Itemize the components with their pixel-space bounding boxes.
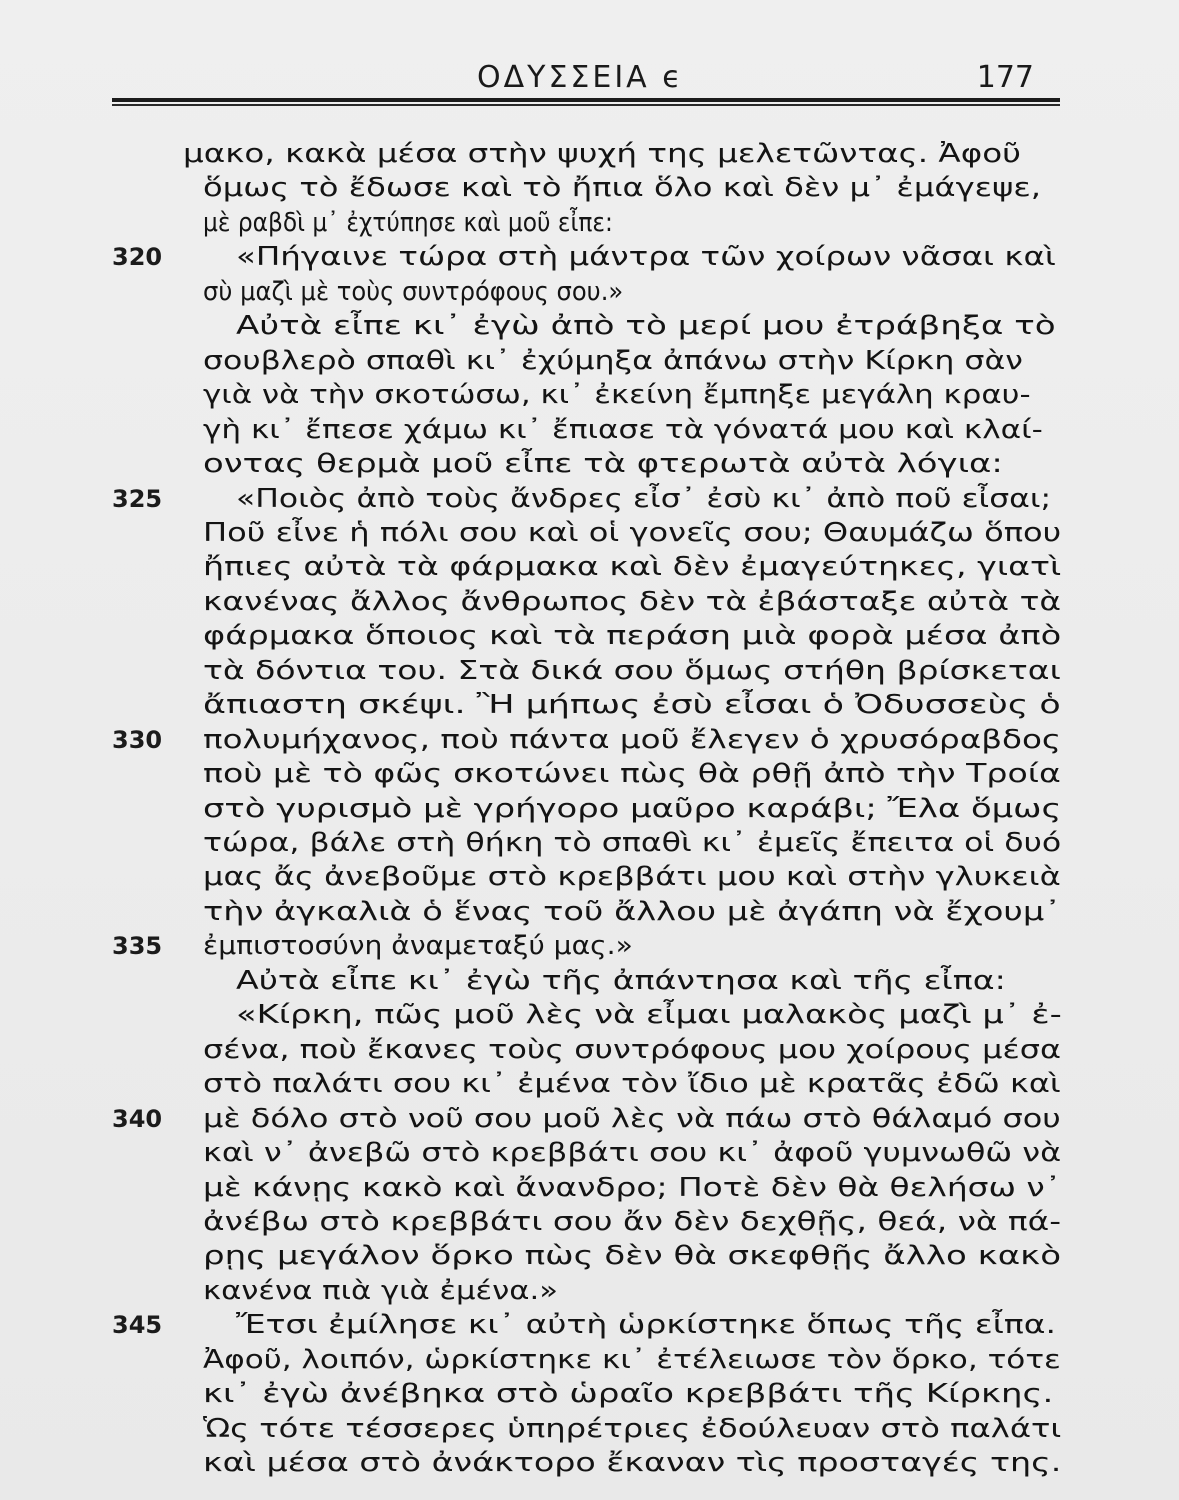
text-line <box>203 1274 559 1308</box>
text-line <box>236 240 1056 274</box>
verse-line-number: 345 <box>112 1311 163 1339</box>
text-line-content: «Πήγαινε τώρα στὴ μάντρα τῶν χοίρων νᾶσαι καὶ <box>236 242 1056 272</box>
text-line-content: γιὰ νὰ τὴν σκοτώσω, κι᾽ ἐκείνη ἔμπηξε μεγάλη κραυ- <box>203 380 1031 410</box>
verse-line-number: 320 <box>112 243 163 271</box>
text-line-content: κανένα πιὰ γιὰ ἐμένα.» <box>203 1276 559 1306</box>
text-line-content: μὲ ραβδὶ μ᾽ ἐχτύπησε καὶ μοῦ εἶπε: <box>203 208 613 238</box>
text-line <box>203 550 1062 584</box>
text-line-content: ρῃς μεγάλον ὅρκο πὼς δὲν θὰ σκεφθῇς ἄλλο κακὸ <box>203 1241 1062 1271</box>
text-line-content: «Κίρκη, πῶς μοῦ λὲς νὰ εἶμαι μαλακὸς μαζὶ μ᾽ ἐ- <box>236 1000 1062 1030</box>
text-line-content: τὰ δόντια του. Στὰ δικά σου ὅμως στήθη βρίσκεται <box>203 656 1061 686</box>
text-line-content: Ὡς τότε τέσσερες ὑπηρέτριες ἐδούλευαν στὸ παλάτι <box>203 1414 1062 1444</box>
text-line <box>203 619 1062 653</box>
text-line <box>203 516 1062 550</box>
text-line <box>203 413 1043 447</box>
text-line-content: μακο, κακὰ μέσα στὴν ψυχή της μελετῶντας. Ἀφοῦ <box>183 139 1022 169</box>
text-line <box>203 206 651 240</box>
text-line-content: μὲ κάνῃς κακὸ καὶ ἄνανδρο; Ποτὲ δὲν θὰ θελήσω ν᾽ <box>203 1173 1062 1203</box>
text-line <box>203 757 1061 791</box>
text-line <box>203 1377 1054 1411</box>
text-line-content: ἤπιες αὐτὰ τὰ φάρμακα καὶ δὲν ἐμαγεύτηκες, γιατὶ <box>203 552 1062 582</box>
text-line-content: τώρα, βάλε στὴ θήκη τὸ σπαθὶ κι᾽ ἐμεῖς ἔπειτα οἱ δυό <box>203 828 1062 858</box>
page-number: 177 <box>976 60 1034 95</box>
verse-line-number: 335 <box>112 932 163 960</box>
text-line <box>203 654 1061 688</box>
text-line-content: «Ποιὸς ἀπὸ τοὺς ἄνδρες εἶσ᾽ ἐσὺ κι᾽ ἀπὸ ποῦ εἶσαι; <box>236 484 1052 514</box>
text-line <box>203 688 1061 722</box>
header-rule-thin <box>112 104 1060 106</box>
text-line-content: πολυμήχανος, ποὺ πάντα μοῦ ἔλεγεν ὁ χρυσόραβδος <box>203 725 1062 755</box>
text-line <box>203 723 1062 757</box>
text-line-content: ἄπιαστη σκέψι. Ἢ μήπως ἐσὺ εἶσαι ὁ Ὀδυσσεὺς ὁ <box>203 690 1061 720</box>
text-line <box>183 137 1022 171</box>
text-line <box>203 585 1062 619</box>
text-line-content: σὺ μαζὶ μὲ τοὺς συντρόφους σου.» <box>203 277 624 307</box>
text-line-content: στὸ γυρισμὸ μὲ γρήγορο μαῦρο καράβι; Ἔλα ὅμως <box>203 794 1062 824</box>
text-line-content: γὴ κι᾽ ἔπεσε χάμω κι᾽ ἔπιασε τὰ γόνατά μου καὶ κλαί- <box>203 415 1043 445</box>
text-line <box>203 929 633 963</box>
text-line <box>203 344 1023 378</box>
verse-line-number: 330 <box>112 726 163 754</box>
text-line-content: Ποῦ εἶνε ἡ πόλι σου καὶ οἱ γονεῖς σου; Θαυμάζω ὅπου <box>203 518 1062 548</box>
text-line-content: καὶ ν᾽ ἀνεβῶ στὸ κρεββάτι σου κι᾽ ἀφοῦ γυμνωθῶ νὰ <box>203 1138 1062 1168</box>
text-line <box>203 826 1062 860</box>
text-line <box>236 309 1056 343</box>
text-line-content: μὲ δόλο στὸ νοῦ σου μοῦ λὲς νὰ πάω στὸ θάλαμό σου <box>203 1104 1061 1134</box>
text-line-content: τὴν ἀγκαλιὰ ὁ ἕνας τοῦ ἄλλου μὲ ἀγάπη νὰ ἔχουμ᾽ <box>203 897 1062 927</box>
text-line <box>203 860 1061 894</box>
text-line <box>203 1033 1062 1067</box>
text-line <box>203 1102 1061 1136</box>
text-line-content: ὅμως τὸ ἔδωσε καὶ τὸ ἤπια ὅλο καὶ δὲν μ᾽ ἐμάγεψε, <box>203 173 1042 203</box>
text-line-content: φάρμακα ὅποιος καὶ τὰ περάση μιὰ φορὰ μέσα ἀπὸ <box>203 621 1062 651</box>
text-line <box>236 482 1052 516</box>
text-line <box>203 792 1062 826</box>
text-line <box>203 171 1042 205</box>
running-title: ΟΔΥΣΣΕΙΑ ϵ <box>477 60 684 95</box>
verse-line-number: 325 <box>112 485 163 513</box>
text-line-content: μας ἄς ἀνεβοῦμε στὸ κρεββάτι μου καὶ στὴν γλυκειὰ <box>203 862 1061 892</box>
page-header <box>112 54 1060 104</box>
text-line <box>203 1239 1062 1273</box>
text-line <box>203 447 1003 481</box>
text-line-content: ἀνέβω στὸ κρεββάτι σου ἄν δὲν δεχθῇς, θεά, νὰ πά- <box>203 1207 1062 1237</box>
text-line <box>203 1067 1061 1101</box>
text-line-content: σουβλερὸ σπαθὶ κι᾽ ἐχύμηξα ἀπάνω στὴν Κίρκη σὰν <box>203 346 1023 376</box>
text-line <box>236 1308 1057 1342</box>
text-line-content: σένα, ποὺ ἔκανες τοὺς συντρόφους μου χοίρους μέσα <box>203 1035 1062 1065</box>
text-line-content: κι᾽ ἐγὼ ἀνέβηκα στὸ ὡραῖο κρεββάτι τῆς Κίρκης. <box>203 1379 1054 1409</box>
text-line <box>203 1446 1062 1480</box>
verse-line-number: 340 <box>112 1105 163 1133</box>
header-rule-thick <box>112 98 1060 102</box>
text-line-content: στὸ παλάτι σου κι᾽ ἐμένα τὸν ἴδιο μὲ κρατᾶς ἐδῶ καὶ <box>203 1069 1061 1099</box>
text-line <box>203 275 645 309</box>
text-line-content: Ἔτσι ἐμίλησε κι᾽ αὐτὴ ὡρκίστηκε ὅπως τῆς εἶπα. <box>236 1310 1057 1340</box>
text-line <box>203 1412 1062 1446</box>
text-line-content: Ἀφοῦ, λοιπόν, ὡρκίστηκε κι᾽ ἐτέλειωσε τὸν ὅρκο, τότε <box>203 1345 1061 1375</box>
text-line <box>203 378 1031 412</box>
text-line <box>203 1205 1062 1239</box>
text-line <box>203 1343 1061 1377</box>
text-line <box>203 1171 1062 1205</box>
text-line <box>236 998 1062 1032</box>
text-line-content: ποὺ μὲ τὸ φῶς σκοτώνει πὼς θὰ ρθῇ ἀπὸ τὴν Τροία <box>203 759 1061 789</box>
text-line-content: καὶ μέσα στὸ ἀνάκτορο ἔκαναν τὶς προσταγές της. <box>203 1448 1062 1478</box>
text-line <box>236 964 1006 998</box>
text-line <box>203 1136 1062 1170</box>
text-line-content: οντας θερμὰ μοῦ εἶπε τὰ φτερωτὰ αὐτὰ λόγια: <box>203 449 1003 479</box>
text-line-content: κανένας ἄλλος ἄνθρωπος δὲν τὰ ἐβάσταξε αὐτὰ τὰ <box>203 587 1062 617</box>
text-line-content: Αὐτὰ εἶπε κι᾽ ἐγὼ τῆς ἀπάντησα καὶ τῆς εἶπα: <box>236 966 1006 996</box>
text-line-content: Αὐτὰ εἶπε κι᾽ ἐγὼ ἀπὸ τὸ μερί μου ἐτράβηξα τὸ <box>236 311 1056 341</box>
text-line <box>203 895 1062 929</box>
text-line-content: ἐμπιστοσύνη ἀναμεταξύ μας.» <box>203 931 633 961</box>
